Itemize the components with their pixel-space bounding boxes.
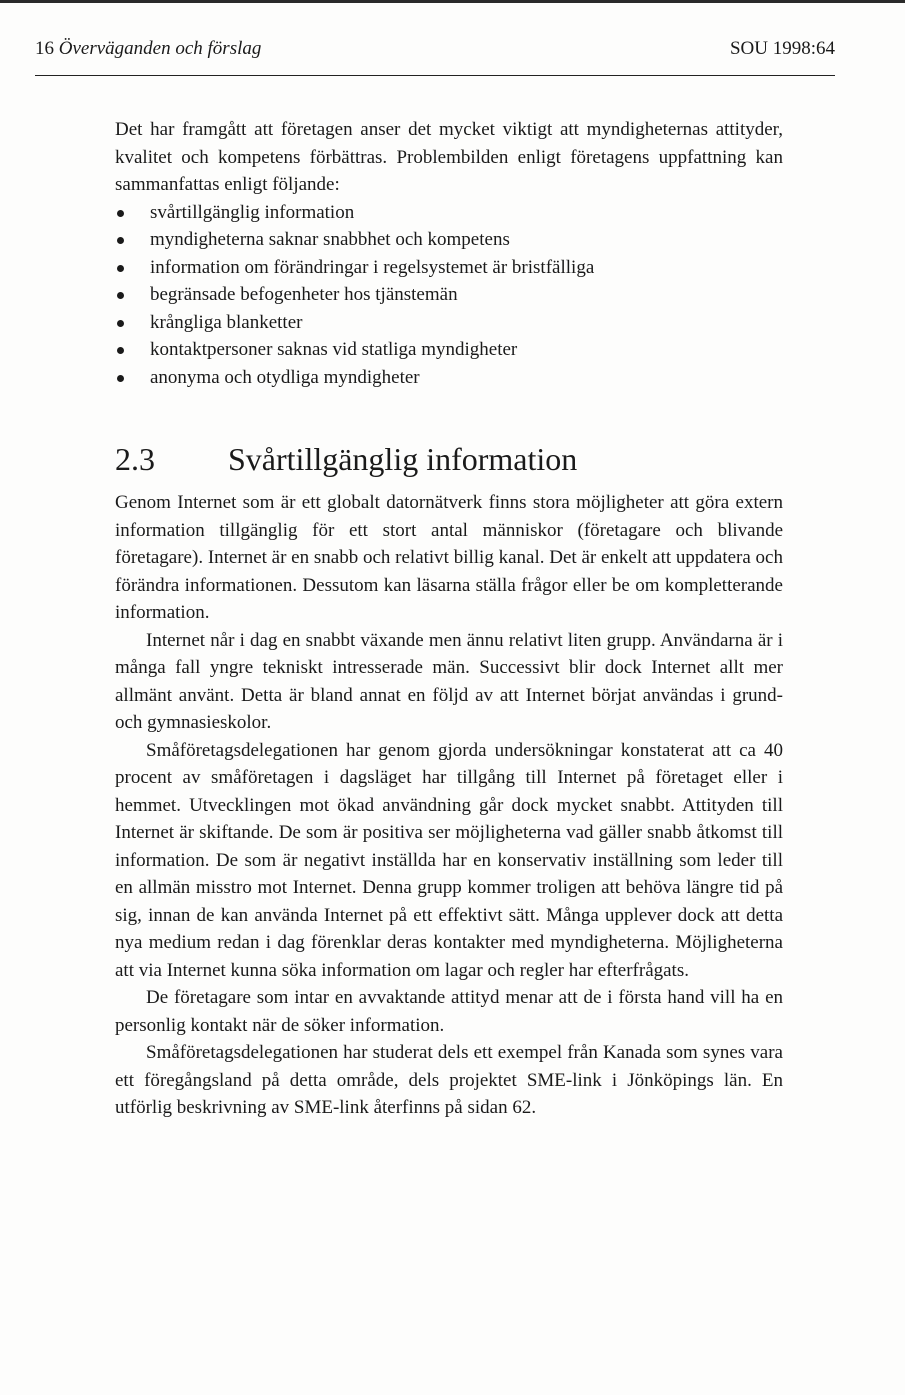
running-header	[35, 36, 835, 66]
chapter-title: Överväganden och förslag	[58, 38, 262, 59]
page-body	[115, 116, 783, 1122]
list-item: krångliga blanketter	[115, 309, 783, 337]
problem-list	[115, 199, 783, 392]
header-rule	[35, 75, 835, 76]
list-item: kontaktpersoner saknas vid statliga myndigheter	[115, 336, 783, 364]
page-top-edge	[0, 0, 905, 3]
list-item: anonyma och otydliga myndigheter	[115, 364, 783, 392]
list-item: myndigheterna saknar snabbhet och kompetens	[115, 226, 783, 254]
list-item: svårtillgänglig information	[115, 199, 783, 227]
header-left	[35, 36, 261, 62]
bullet-icon	[117, 347, 124, 354]
bullet-icon	[117, 320, 124, 327]
section-heading	[115, 439, 783, 479]
section-title: Svårtillgänglig information	[228, 441, 578, 477]
bullet-icon	[117, 265, 124, 272]
document-ref: SOU 1998:64	[729, 38, 835, 59]
bullet-icon	[117, 375, 124, 382]
body-paragraph: De företagare som intar en avvaktande attityd menar att de i första hand vill ha en personlig kontakt när de söker information.	[115, 987, 783, 1036]
section-number: 2.3	[115, 441, 155, 477]
bullet-icon	[117, 292, 124, 299]
intro-paragraph: Det har framgått att företagen anser det mycket viktigt att myndigheternas attityder, kvalitet och kompetens förbättras. Problembilden enligt företagens uppfattning kan sammanfattas enligt följande:	[115, 119, 783, 195]
body-paragraph: Småföretagsdelegationen har genom gjorda undersökningar konstaterat att ca 40 procent av småföretagen i dagsläget har tillgång till Internet på företaget eller i hemmet. Utvecklingen mot ökad användning går dock mycket snabbt. Attityden till Internet är skiftande. De som är positiva ser möjligheterna vad gäller snabb åtkomst till information. De som är negativt inställda har en konservativ inställning som leder till en allmän misstro mot Internet. Denna grupp kommer troligen att behöva längre tid på sig, innan de kan använda Internet på ett effektivt sätt. Många upplever dock att detta nya medium redan i dag förenklar deras kontakter med myndigheterna. Möjligheterna att via Internet kunna söka information om lagar och regler har efterfrågats.	[115, 739, 783, 981]
body-paragraph: Genom Internet som är ett globalt datornätverk finns stora möjligheter att göra extern information tillgänglig för ett stort antal människor (företagare och blivande företagare). Internet är en snabb och relativt billig kanal. Det är enkelt att uppdatera och förändra informationen. Dessutom kan läsarna ställa frågor eller be om kompletterande information.	[115, 492, 783, 623]
body-paragraph: Internet når i dag en snabbt växande men ännu relativt liten grupp. Användarna är i många fall yngre tekniskt intresserade män. Successivt blir dock Internet allt mer allmänt använt. Detta är bland annat en följd av att Internet börjat användas i grund- och gymnasieskolor.	[115, 629, 783, 733]
bullet-icon	[117, 210, 124, 217]
list-item: begränsade befogenheter hos tjänstemän	[115, 281, 783, 309]
bullet-icon	[117, 237, 124, 244]
body-paragraph: Småföretagsdelegationen har studerat dels ett exempel från Kanada som synes vara ett föregångsland på detta område, dels projektet SME-link i Jönköpings län. En utförlig beskrivning av SME-link återfinns på sidan 62.	[115, 1042, 783, 1118]
list-item: information om förändringar i regelsystemet är bristfälliga	[115, 254, 783, 282]
page-number: 16	[35, 38, 54, 59]
